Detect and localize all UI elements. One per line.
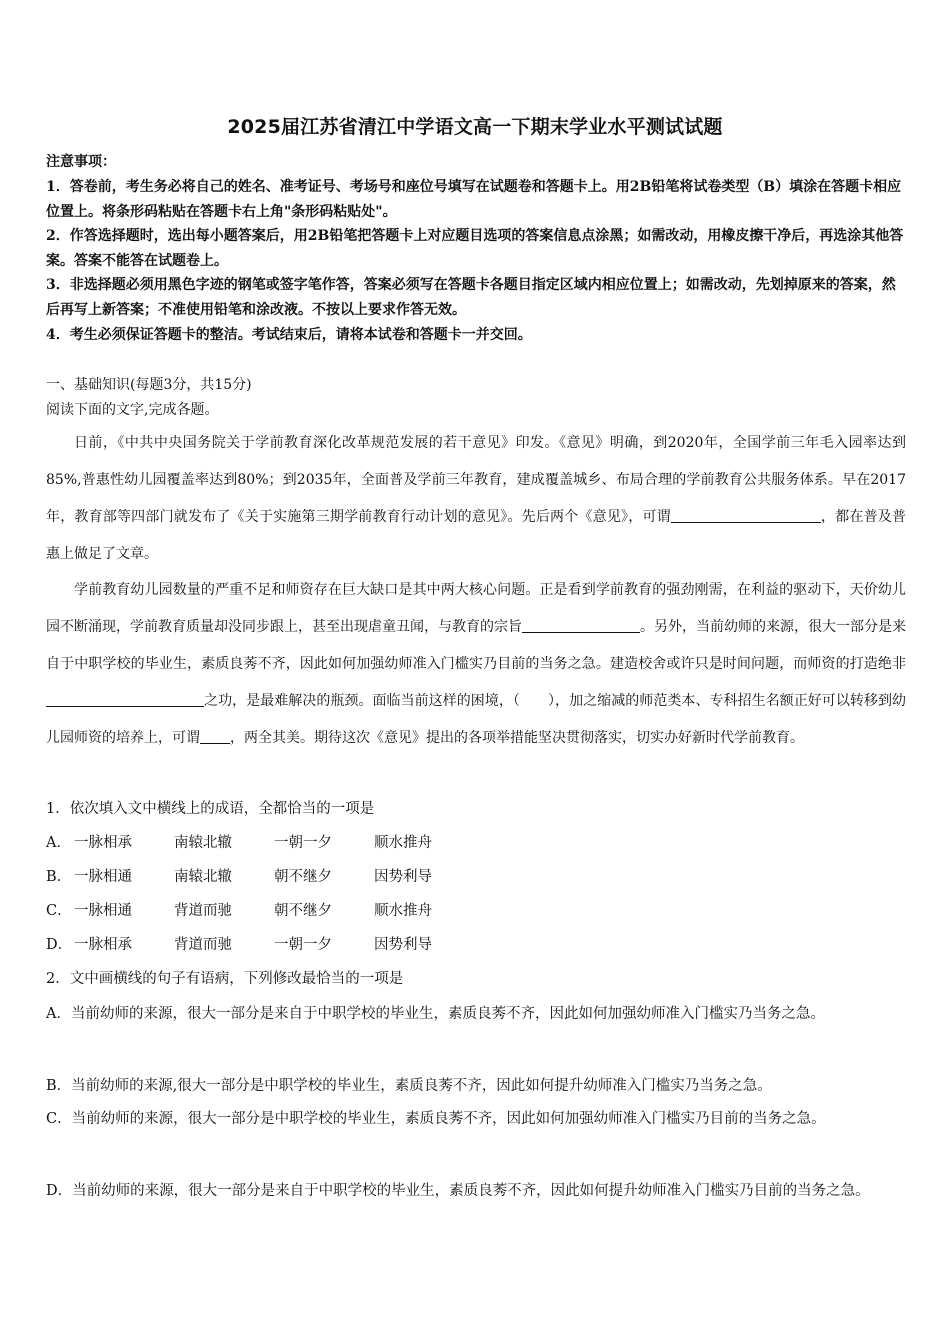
para2-text-b: 。另外，当前幼师的来源，很大一部分是来自于中职学校的毕业生，素质良莠不齐，因此如何加强幼师准入门槛实乃目前的当务之急。建造校舍或许只是时间问题，而师资的打造绝非	[46, 619, 906, 672]
question-1-stem: 1．依次填入文中横线上的成语，全都恰当的一项是	[46, 801, 375, 817]
q2-option-b: B．当前幼师的来源,很大一部分是中职学校的毕业生，素质良莠不齐，因此如何提升幼师准入门槛实乃当务之急。	[46, 1078, 772, 1094]
section-heading: 一、基础知识(每题3分，共15分)	[46, 377, 252, 393]
option-word: 一脉相承	[74, 937, 132, 953]
q2-option-d: D．当前幼师的来源，很大一部分是来自于中职学校的毕业生，素质良莠不齐，因此如何提升幼师准入门槛实乃目前的当务之急。	[46, 1183, 870, 1199]
option-word: 朝不继夕	[274, 903, 332, 919]
blank-3	[46, 692, 204, 707]
para2-text-d: ，两全其美。期待这次《意见》提出的各项举措能坚决贯彻落实，切实办好新时代学前教育。	[230, 730, 804, 746]
blank-2	[522, 618, 640, 633]
notice-item-3: 3．非选择题必须用黑色字迹的钢笔或签字笔作答，答案必须写在答题卡各题目指定区域内相应位置上；如需改动，先划掉原来的答案，然后再写上新答案；不准使用铅笔和涂改液。不按以上要求作答无效。	[46, 277, 896, 318]
q2-option-a: A．当前幼师的来源，很大一部分是来自于中职学校的毕业生，素质良莠不齐，因此如何加强幼师准入门槛实乃当务之急。	[46, 1006, 825, 1022]
option-word: 一朝一夕	[274, 937, 332, 953]
q1-option-d	[46, 933, 474, 957]
para1-text-a: 日前，《中共中央国务院关于学前教育深化改革规范发展的若干意见》印发。《意见》明确，到2020年，全国学前三年毛入园率达到85%,普惠性幼儿园覆盖率达到80%；到2035年，全面普及学前三年教育，建成覆盖城乡、布局合理的学前教育公共服务体系。早在2017年，教育部等四部门就发布了《关于实施第三期学前教育行动计划的意见》。先后两个《意见》，可谓	[46, 435, 906, 525]
option-label: A．	[46, 835, 71, 851]
option-word: 朝不继夕	[274, 869, 332, 885]
blank-1	[671, 508, 821, 523]
option-label: D．	[46, 937, 73, 953]
option-word: 背道而驰	[174, 903, 232, 919]
option-word: 南辕北辙	[174, 835, 232, 851]
option-label: B．	[46, 869, 72, 885]
q1-option-b	[46, 865, 474, 889]
q1-option-a	[46, 831, 474, 855]
q1-option-c	[46, 899, 474, 923]
notice-item-1: 1．答卷前，考生务必将自己的姓名、准考证号、考场号和座位号填写在试题卷和答题卡上。用2B铅笔将试卷类型（B）填涂在答题卡相应位置上。将条形码粘贴在答题卡右上角"条形码粘贴处"。	[46, 179, 902, 220]
question-2-stem: 2．文中画横线的句子有语病，下列修改最恰当的一项是	[46, 971, 404, 987]
option-word: 背道而驰	[174, 937, 232, 953]
option-word: 一朝一夕	[274, 835, 332, 851]
page-title: 2025届江苏省清江中学语文高一下期末学业水平测试试题	[227, 116, 723, 138]
notice-heading: 注意事项：	[46, 154, 116, 170]
notice-item-2: 2．作答选择题时，选出每小题答案后，用2B铅笔把答题卡上对应题目选项的答案信息点涂黑；如需改动，用橡皮擦干净后，再选涂其他答案。答案不能答在试题卷上。	[46, 228, 904, 269]
option-word: 顺水推舟	[374, 903, 432, 919]
section-instruction: 阅读下面的文字,完成各题。	[46, 402, 219, 418]
option-word: 南辕北辙	[174, 869, 232, 885]
para2-text-c: 之功，是最难解决的瓶颈。面临当前这样的困境，（ ），加之缩减的师范类本、专科招生名额正好可以转移到幼儿园师资的培养上，可谓	[46, 693, 906, 746]
notice-item-4: 4．考生必须保证答题卡的整洁。考试结束后，请将本试卷和答题卡一并交回。	[46, 327, 532, 343]
option-word: 一脉相承	[74, 835, 132, 851]
reading-paragraph-1	[46, 425, 906, 573]
option-word: 一脉相通	[74, 903, 132, 919]
para1-text-b: ，都在普及普惠上做足了文章。	[46, 509, 907, 562]
option-word: 顺水推舟	[374, 835, 432, 851]
q2-option-c: C．当前幼师的来源，很大一部分是中职学校的毕业生，素质良莠不齐，因此如何加强幼师准入门槛实乃目前的当务之急。	[46, 1111, 826, 1127]
option-label: C．	[46, 903, 72, 919]
para2-text-a: 学前教育幼儿园数量的严重不足和师资存在巨大缺口是其中两大核心问题。正是看到学前教育的强劲刚需，在利益的驱动下，天价幼儿园不断涌现，学前教育质量却没同步跟上，甚至出现虐童丑闻，与教育的宗旨	[46, 582, 906, 635]
reading-paragraph-2	[46, 572, 906, 757]
option-word: 因势利导	[374, 937, 432, 953]
blank-4	[200, 729, 230, 744]
option-word: 因势利导	[374, 869, 432, 885]
option-word: 一脉相通	[74, 869, 132, 885]
